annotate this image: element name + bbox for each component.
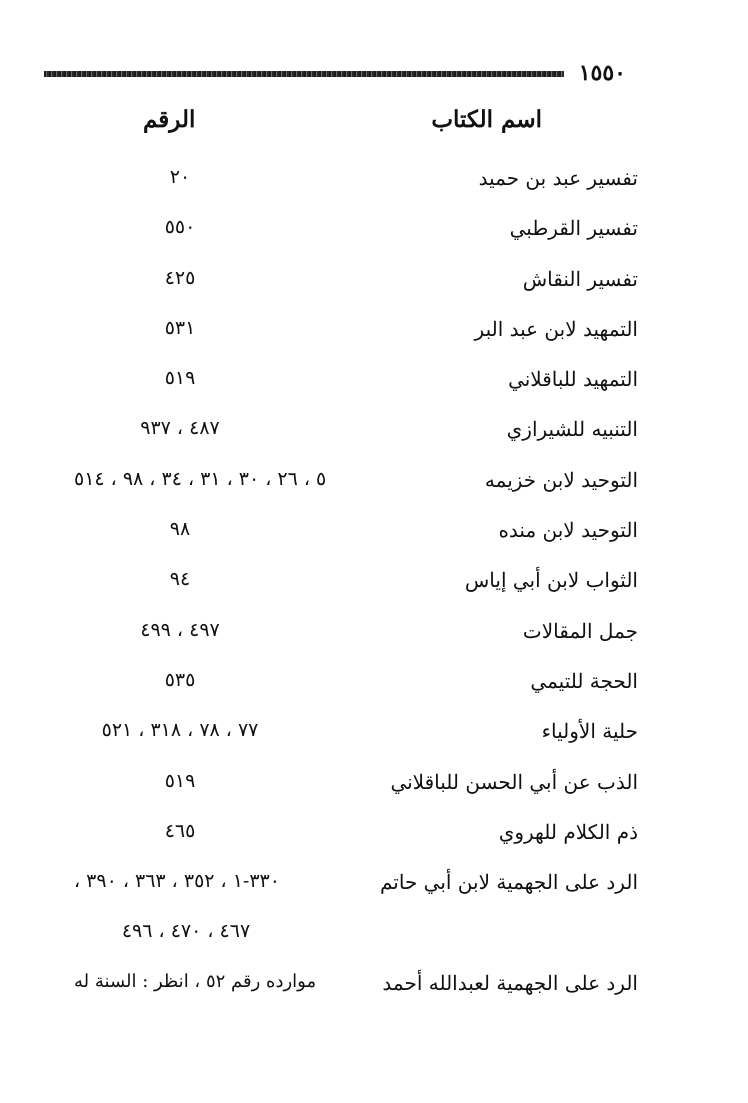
entry-numbers: ٤٢٥: [164, 266, 196, 289]
page-number: ١٥٥٠: [578, 60, 626, 86]
index-entry: [0, 711, 748, 761]
entry-title: ذم الكلام للهروي: [498, 819, 638, 844]
book-title-column-header: اسم الكتاب: [431, 106, 542, 133]
entry-title: حلية الأولياء: [541, 719, 638, 744]
index-entry: [0, 611, 748, 661]
index-entry: [0, 460, 748, 510]
index-entry: [0, 259, 748, 309]
entry-title: الحجة للتيمي: [530, 668, 638, 693]
entry-numbers: ٥٣١: [164, 316, 196, 339]
index-entry: [0, 661, 748, 711]
entry-title: التمهيد لابن عبد البر: [474, 316, 638, 341]
entry-numbers: ٥ ، ٢٦ ، ٣٠ ، ٣١ ، ٣٤ ، ٩٨ ، ٥١٤: [74, 467, 327, 490]
index-entry: [0, 510, 748, 560]
entry-numbers: ٤٦٥: [164, 819, 196, 842]
index-entry-continuation: [0, 912, 748, 962]
index-entry: [0, 762, 748, 812]
entry-title: الرد على الجهمية لعبدالله أحمد: [382, 970, 638, 995]
entry-title: الرد على الجهمية لابن أبي حاتم: [379, 870, 638, 895]
number-column-header: الرقم: [143, 106, 196, 133]
entry-numbers: ٤٩٧ ، ٤٩٩: [140, 618, 220, 641]
entry-title: التنبيه للشيرازي: [506, 417, 638, 442]
entry-title: التمهيد للباقلاني: [508, 367, 638, 392]
index-entry: [0, 963, 748, 1013]
entry-numbers: ٩٨: [169, 518, 191, 541]
index-entry: [0, 560, 748, 610]
entry-numbers: ٩٤: [169, 568, 191, 591]
entry-numbers: ٣٣٠-١ ، ٣٥٢ ، ٣٦٣ ، ٣٩٠ ،: [74, 870, 280, 893]
entry-title: جمل المقالات: [522, 618, 638, 643]
entry-numbers: ٥١٩: [164, 367, 196, 390]
index-entries: [0, 158, 748, 1013]
entry-numbers: ٥٥٠: [164, 216, 196, 239]
index-entry: [0, 309, 748, 359]
index-entry: [0, 359, 748, 409]
entry-numbers: ٥٣٥: [164, 668, 196, 691]
entry-title: التوحيد لابن خزيمه: [484, 467, 638, 492]
entry-numbers: ٤٨٧ ، ٩٣٧: [140, 417, 220, 440]
entry-numbers: ٧٧ ، ٧٨ ، ٣١٨ ، ٥٢١: [101, 719, 259, 742]
header-rule: [44, 71, 564, 77]
index-entry: [0, 409, 748, 459]
entry-title: الذب عن أبي الحسن للباقلاني: [390, 769, 638, 794]
entry-numbers: موارده رقم ٥٢ ، انظر : السنة له: [74, 970, 317, 992]
entry-title: الثواب لابن أبي إياس: [464, 568, 638, 593]
index-entry: [0, 862, 748, 912]
index-entry: [0, 812, 748, 862]
index-entry: [0, 208, 748, 258]
entry-title: التوحيد لابن منده: [498, 518, 638, 543]
entry-numbers: ٢٠: [169, 166, 191, 188]
index-entry: [0, 158, 748, 208]
entry-numbers: ٥١٩: [164, 769, 196, 792]
entry-title: تفسير النقاش: [522, 266, 638, 291]
entry-title: تفسير عبد بن حميد: [478, 166, 638, 190]
entry-title: تفسير القرطبي: [509, 216, 638, 241]
entry-numbers: ٤٦٧ ، ٤٧٠ ، ٤٩٦: [121, 920, 251, 943]
